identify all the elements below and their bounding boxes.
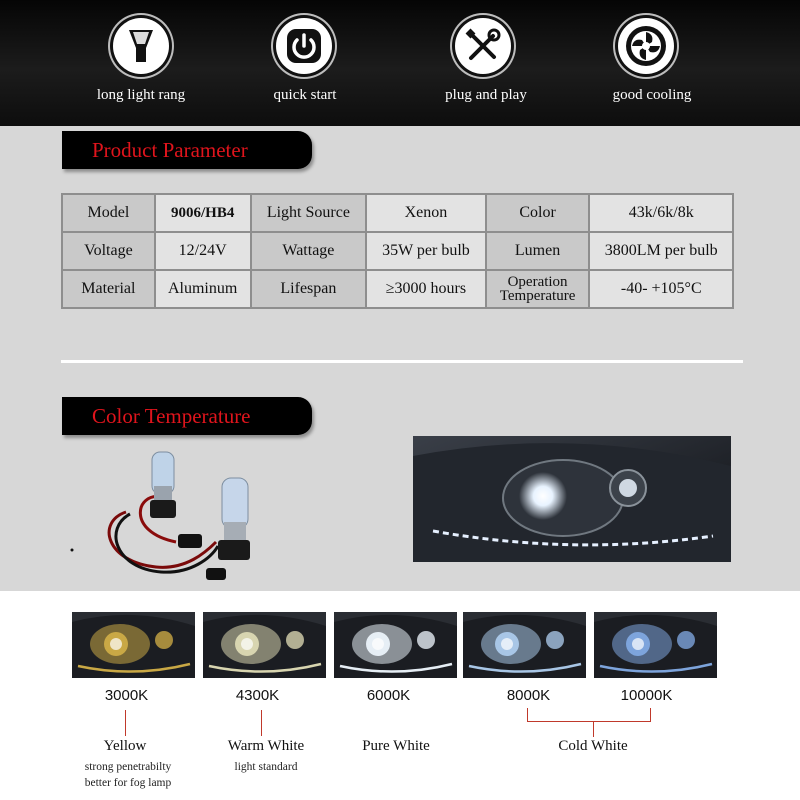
power-icon [276,18,332,74]
kelvin-label: 3000K [104,687,149,704]
swatch-4300k [203,612,326,678]
param-label: Lifespan [251,270,367,308]
param-label: Color [486,194,590,232]
color-desc: strong penetrabilty [84,761,172,773]
section-title-color-temperature: Color Temperature [62,397,312,435]
flashlight-icon [113,18,169,74]
color-name-warm-white: Warm White [227,738,305,754]
swatch-8000k [463,612,586,678]
swatch-3000k [72,612,195,678]
param-value: Xenon [366,194,485,232]
section-title-product-parameter: Product Parameter [62,131,312,169]
section-divider [61,360,743,363]
param-value: 9006/HB4 [155,194,251,232]
param-label: Wattage [251,232,367,270]
table-row [62,194,733,232]
features-banner [0,0,800,126]
connector-line [261,710,262,736]
connector-line [593,721,594,737]
connector-line [650,708,651,722]
param-label: Lumen [486,232,590,270]
feature-label-start: quick start [273,87,337,103]
swatch-6000k [334,612,457,678]
color-desc: better for fog lamp [84,777,172,789]
param-value: ≥3000 hours [366,270,485,308]
kelvin-label: 4300K [235,687,280,704]
swatch-10000k [594,612,717,678]
param-value: 43k/6k/8k [589,194,733,232]
kelvin-label: 6000K [366,687,411,704]
connector-line [527,708,528,722]
fan-icon [618,18,674,74]
param-label: Light Source [251,194,367,232]
param-value: Aluminum [155,270,251,308]
param-value: 12/24V [155,232,251,270]
feature-label-plug: plug and play [445,87,527,103]
param-label: Voltage [62,232,155,270]
table-row [62,270,733,308]
feature-label-cooling: good cooling [612,87,692,103]
color-desc: light standard [234,761,298,773]
connector-line [527,721,651,722]
hid-bulbs-image [66,442,376,592]
param-value: 35W per bulb [366,232,485,270]
param-value: 3800LM per bulb [589,232,733,270]
param-label: Operation Temperature [486,270,590,308]
color-name-yellow: Yellow [103,738,147,754]
kelvin-label: 8000K [506,687,551,704]
param-value: -40- +105°C [589,270,733,308]
connector-line [125,710,126,736]
feature-label-range: long light rang [96,87,186,103]
color-name-cold-white: Cold White [558,738,628,754]
param-label: Material [62,270,155,308]
param-label: Model [62,194,155,232]
headlight-photo [413,436,731,562]
color-name-pure-white: Pure White [362,738,430,754]
parameter-table [61,193,734,309]
table-row [62,232,733,270]
kelvin-label: 10000K [620,687,673,704]
tools-icon [455,18,511,74]
